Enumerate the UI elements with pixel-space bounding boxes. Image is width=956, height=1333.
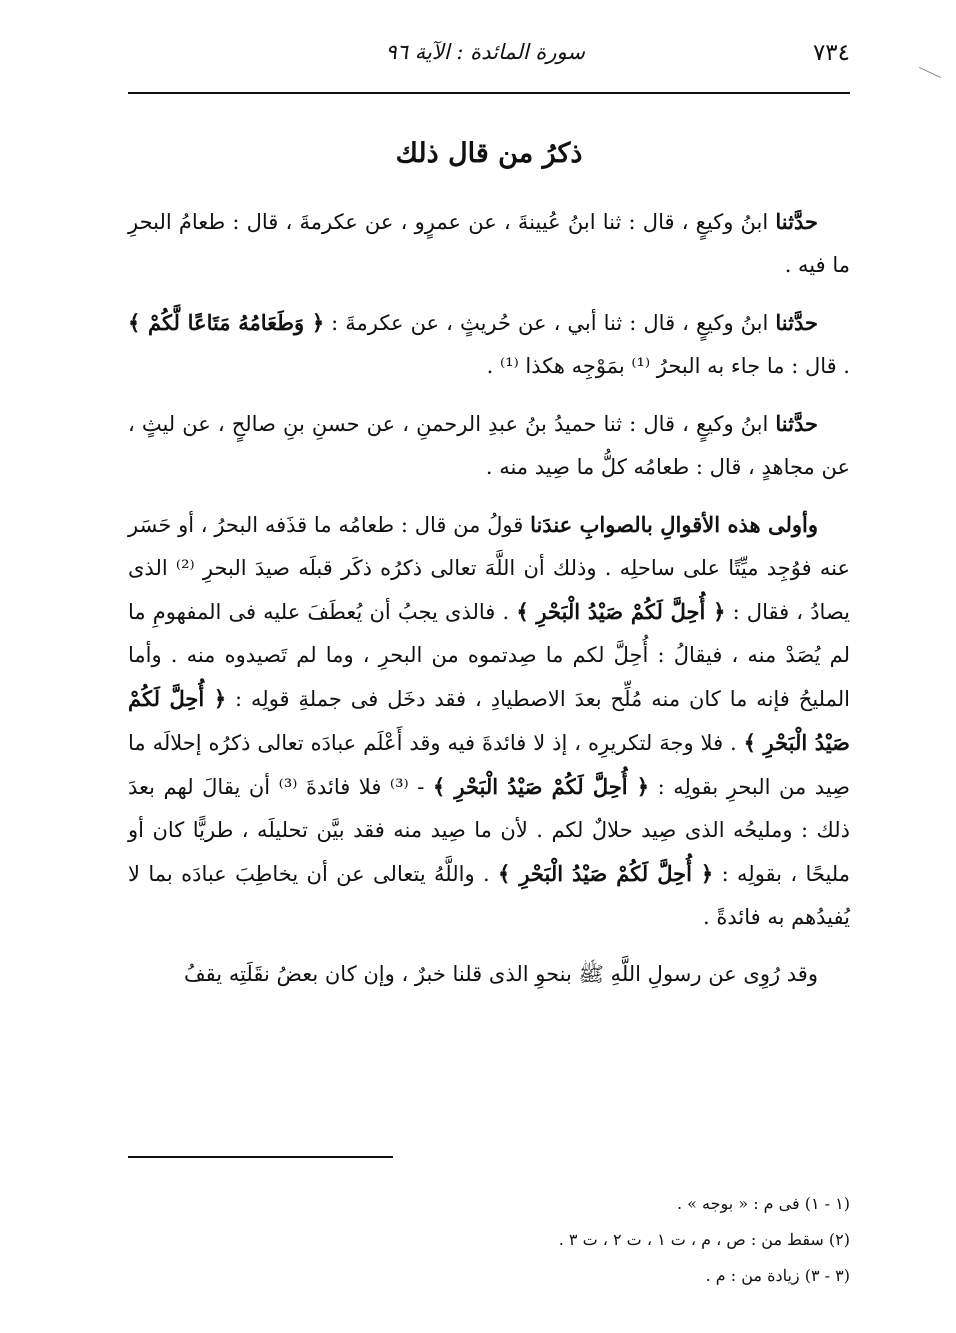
footnotes [128,1186,850,1294]
quran-quote: ﴿ أُحِلَّ لَكُمْ صَيْدُ الْبَحْرِ ﴾ [498,861,714,886]
paragraph-lead: حدَّثنا [775,310,818,335]
body-text [128,200,850,1010]
quran-quote: ﴿ وَطَعَامُهُ مَتَاعًا لَّكُمْ ﴾ [128,310,325,335]
page-header [128,30,850,70]
paragraph-text: ابنُ وكيعٍ ، قال : ثنا أبي ، عن حُريثٍ ، عن عكرمةَ : [324,311,776,335]
quran-quote: ﴿ أُحِلَّ لَكُمْ صَيْدُ الْبَحْرِ ﴾ [128,686,850,755]
scan-mark [919,67,941,78]
quran-quote: ﴿ أُحِلَّ لَكُمْ صَيْدُ الْبَحْرِ ﴾ [516,599,726,624]
book-page [128,30,850,1320]
header-rule [128,92,850,94]
paragraph-text: ابنُ وكيعٍ ، قال : ثنا ابنُ عُيينةَ ، عن عمرٍو ، عن عكرمةَ ، قال : طعامُ البحرِ ما فيه . [128,210,850,277]
paragraph-lead: وأولى هذه الأقوالِ بالصوابِ عندَنا [530,512,818,537]
paragraph-1 [128,200,850,287]
page-number: ٧٣٤ [812,40,850,66]
paragraph-text: . قال : ما جاء به البحرُ ⁽¹⁾ بمَوْجِه هكذا ⁽¹⁾ . [486,354,850,378]
paragraph-text: . فلا وجهَ لتكريرِه ، إذ لا فائدةَ فيه وقد أَعْلَم عبادَه تعالى ذكرُه إحلالَه ما صِيد من البحرِ بقولِه : [128,731,851,799]
quran-quote: ﴿ أُحِلَّ لَكُمْ صَيْدُ الْبَحْرِ ﴾ [432,774,650,799]
paragraph-text: وقد رُوِى عن رسولِ اللَّهِ ﷺ بنحوِ الذى قلنا خبرٌ ، وإن كان بعضُ نقَلَتِه يقفُ [183,962,818,986]
footnote-3: (٣ - ٣) زيادة من : م . [705,1266,850,1285]
paragraph-3 [128,402,850,489]
paragraph-text: قولُ من قال : طعامُه ما قذَفه البحرُ ، أو حَسَر عنه فوُجِد ميِّتًا على ساحلِه . وذلك أن اللَّهَ تعالى ذكرُه ذكَر قبلَه صيدَ البحرِ ⁽²⁾ الذى يصادُ ، فقال : [128,513,851,624]
paragraph-text: . فالذى يجبُ أن يُعطَفَ عليه فى المفهومِ ما لم يُصَدْ منه ، فيقالُ : أُحِلَّ لكم ما صِدتموه من البحرِ ، وما لم تَصيدوه منه . وأما المليحُ فإنه ما كان منه مُلِّح بعدَ الاصطيادِ ، فقد دخَل فى جملةِ قولِه : [128,600,851,711]
paragraph-text: ابنُ وكيعٍ ، قال : ثنا حميدُ بنُ عبدِ الرحمنِ ، عن حسنِ بنِ صالحٍ ، عن ليثٍ ، عن مجاهدٍ ، قال : طعامُه كلُّ ما صِيد منه . [128,412,850,479]
footnote-1: (١ - ١) فى م : « بوجه » . [677,1194,850,1213]
footnote-rule [128,1156,393,1158]
paragraph-4 [128,503,850,939]
footnote-2: (٢) سقط من : ص ، م ، ت ١ ، ت ٢ ، ت ٣ . [558,1230,850,1249]
paragraph-lead: حدَّثنا [775,411,818,436]
running-title: سورة المائدة : الآية ٩٦ [385,40,585,64]
paragraph-lead: حدَّثنا [775,209,818,234]
section-title: ذكرُ من قال ذلك [395,138,583,169]
paragraph-2 [128,301,850,388]
paragraph-text: - ⁽³⁾ فلا فائدةَ ⁽³⁾ أن يقالَ لهم بعدَ ذلك : ومليحُه الذى صِيد حلالٌ لكم . لأن ما صِيد منه فقد بيَّن تحليلَه ، طريًّا كان أو مليحًا ، بقولِه : [128,775,851,886]
paragraph-5 [128,953,850,996]
paragraph-text: . واللَّهُ يتعالى عن أن يخاطِبَ عبادَه بما لا يُفيدُهم به فائدةً . [128,862,850,929]
